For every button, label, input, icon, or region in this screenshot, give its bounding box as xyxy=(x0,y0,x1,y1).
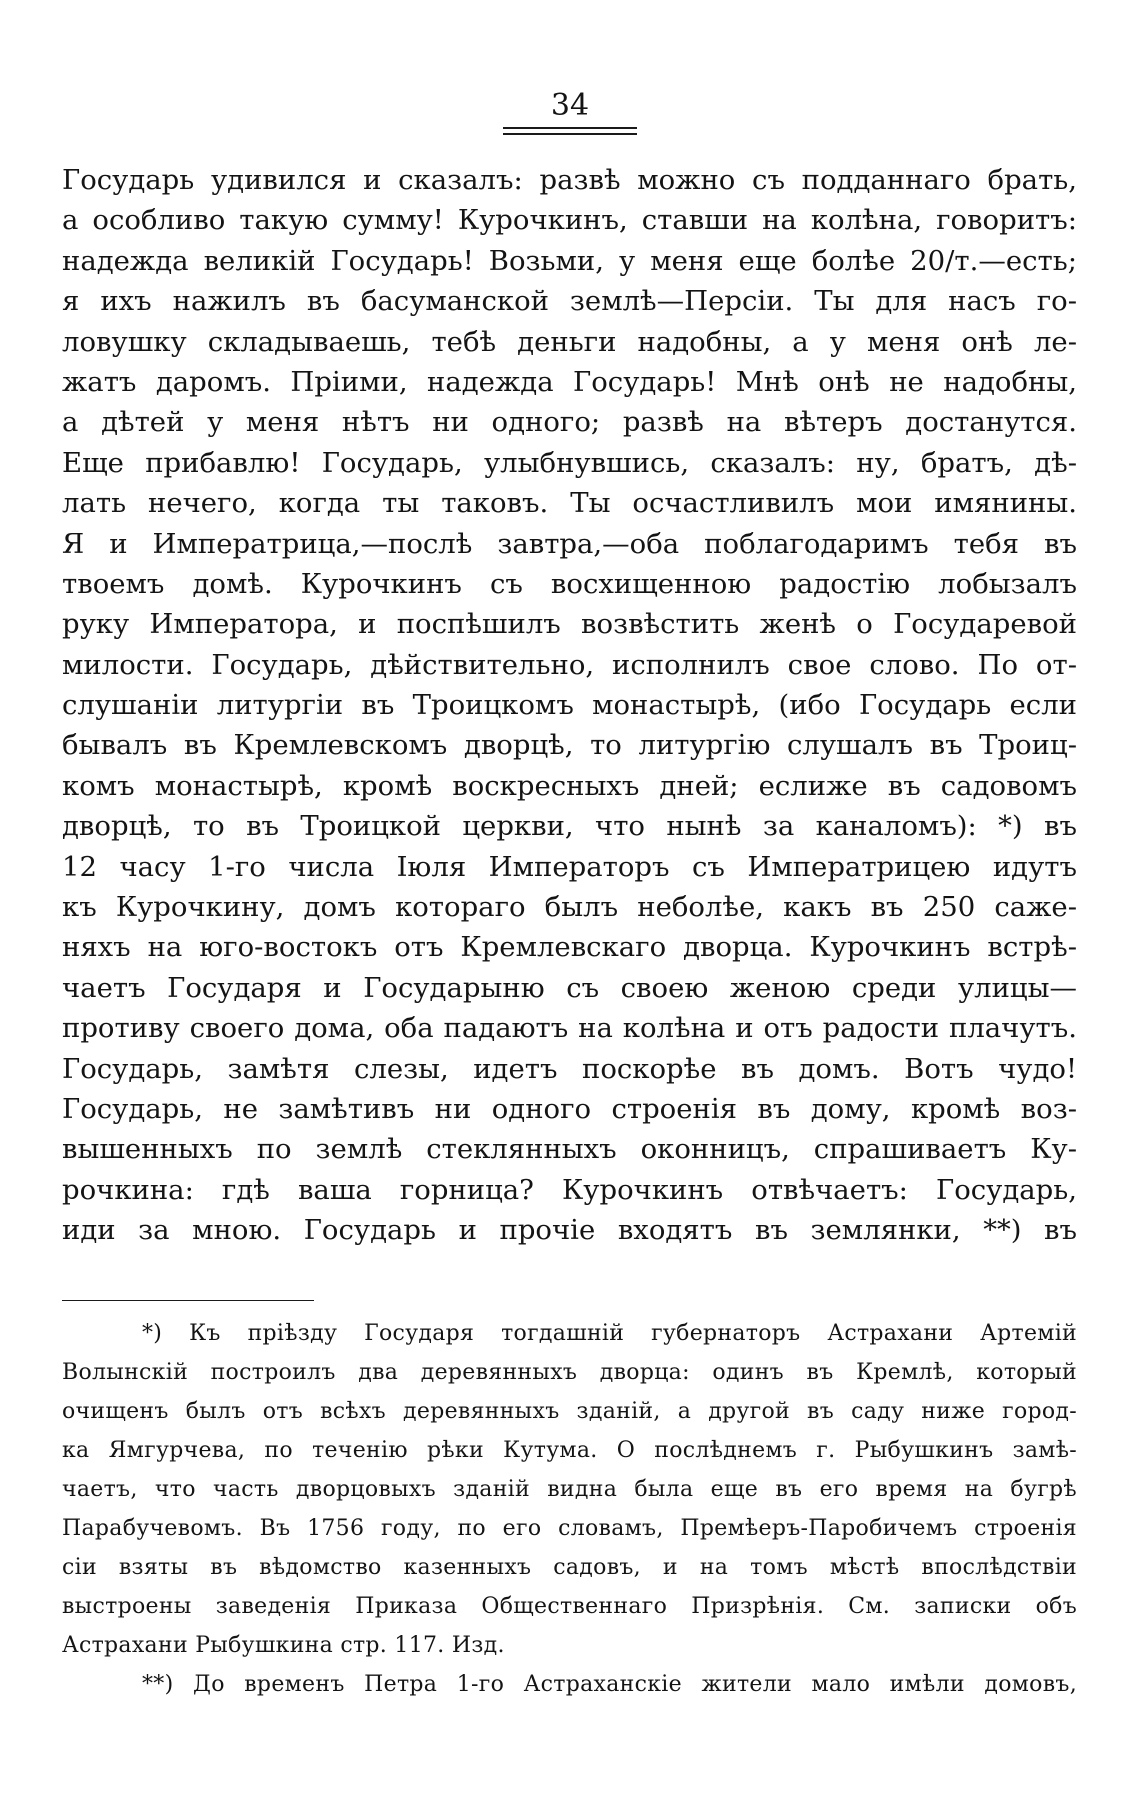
footnote-line: чаетъ, что часть дворцовыхъ зданій видна была еще въ его время на бугрѣ xyxy=(62,1477,1077,1502)
text-line: твоемъ домѣ. Курочкинъ съ восхищенною радостію лобызалъ xyxy=(62,567,1077,600)
text-line: надежда великій Государь! Возьми, у меня еще болѣе 20/т.—есть; xyxy=(62,244,1077,277)
text-line: дворцѣ, то въ Троицкой церкви, что нынѣ за каналомъ): *) въ xyxy=(62,810,1077,843)
text-line: няхъ на юго-востокъ отъ Кремлевскаго дворца. Курочкинъ встрѣ- xyxy=(62,931,1077,964)
text-line: руку Императора, и поспѣшилъ возвѣстить женѣ о Государевой xyxy=(62,608,1077,641)
footnotes-block xyxy=(62,1314,1077,1704)
text-line: Я и Императрица,—послѣ завтра,—оба поблагодаримъ тебя въ xyxy=(62,527,1077,560)
text-line: Государь, не замѣтивъ ни одного строенія въ дому, кромѣ воз- xyxy=(62,1092,1077,1125)
footnote-line: **) До временъ Петра 1-го Астраханскіе жители мало имѣли домовъ, xyxy=(142,1672,1077,1697)
text-line: Государь, замѣтя слезы, идетъ поскорѣе въ домъ. Вотъ чудо! xyxy=(62,1052,1077,1085)
text-line: противу своего дома, оба падаютъ на колѣна и отъ радости плачутъ. xyxy=(62,1012,1077,1045)
text-line: бывалъ въ Кремлевскомъ дворцѣ, то литургію слушалъ въ Троиц- xyxy=(62,729,1077,762)
text-line: рочкина: гдѣ ваша горница? Курочкинъ отвѣчаетъ: Государь, xyxy=(62,1173,1077,1206)
text-line: Еще прибавлю! Государь, улыбнувшись, сказалъ: ну, братъ, дѣ- xyxy=(62,446,1077,479)
footnote-line: *) Къ пріѣзду Государя тогдашній губернаторъ Астрахани Артемій xyxy=(142,1321,1077,1346)
footnote-line: выстроены заведенія Приказа Общественнаго Призрѣнія. См. записки объ xyxy=(62,1594,1077,1619)
text-line: жатъ даромъ. Пріими, надежда Государь! Мнѣ онѣ не надобны, xyxy=(62,365,1077,398)
text-line: а дѣтей у меня нѣтъ ни одного; развѣ на вѣтеръ достанутся. xyxy=(62,406,1077,439)
footnote-line: Парабучевомъ. Въ 1756 году, по его словамъ, Премѣеръ-Паробичемъ строенія xyxy=(62,1516,1077,1541)
page-number: 34 xyxy=(550,88,590,123)
text-line: слушаніи литургіи въ Троицкомъ монастырѣ, (ибо Государь если xyxy=(62,689,1077,722)
text-line: къ Курочкину, домъ котораго былъ неболѣе, какъ въ 250 саже- xyxy=(62,891,1077,924)
text-line: ловушку складываешь, тебѣ деньги надобны, а у меня онѣ ле- xyxy=(62,325,1077,358)
footnote-line: ка Ямгурчева, по теченію рѣки Кутума. О послѣднемъ г. Рыбушкинъ замѣ- xyxy=(62,1438,1077,1463)
footnote-line: Астрахани Рыбушкина стр. 117. Изд. xyxy=(62,1633,505,1658)
text-line: иди за мною. Государь и прочіе входятъ въ землянки, **) въ xyxy=(62,1214,1077,1247)
text-line: чаетъ Государя и Государыню съ своею женою среди улицы— xyxy=(62,971,1077,1004)
text-line: лать нечего, когда ты таковъ. Ты осчастливилъ мои имянины. xyxy=(62,487,1077,520)
text-line: комъ монастырѣ, кромѣ воскресныхъ дней; еслиже въ садовомъ xyxy=(62,769,1077,802)
text-line: вышенныхъ по землѣ стеклянныхъ оконницъ, спрашиваетъ Ку- xyxy=(62,1133,1077,1166)
text-line: 12 часу 1-го числа Іюля Императоръ съ Императрицею идутъ xyxy=(62,850,1077,883)
text-line: я ихъ нажилъ въ басуманской землѣ—Персіи. Ты для насъ го- xyxy=(62,285,1077,318)
footnote-line: очищенъ былъ отъ всѣхъ деревянныхъ зданій, а другой въ саду ниже город- xyxy=(62,1399,1077,1424)
main-text-block xyxy=(62,160,1077,1251)
footnote-line: Волынскій построилъ два деревянныхъ дворца: одинъ въ Кремлѣ, который xyxy=(62,1360,1077,1385)
text-line: а особливо такую сумму! Курочкинъ, ставши на колѣна, говоритъ: xyxy=(62,204,1077,237)
header-rule-upper xyxy=(503,127,637,129)
text-line: милости. Государь, дѣйствительно, исполнилъ свое слово. По от- xyxy=(62,648,1077,681)
footnote-line: сіи взяты въ вѣдомство казенныхъ садовъ, и на томъ мѣстѣ впослѣдствіи xyxy=(62,1555,1077,1580)
footnote-separator xyxy=(62,1300,314,1301)
header-rule-lower xyxy=(503,133,637,135)
text-line: Государь удивился и сказалъ: развѣ можно съ подданнаго брать, xyxy=(62,164,1077,196)
